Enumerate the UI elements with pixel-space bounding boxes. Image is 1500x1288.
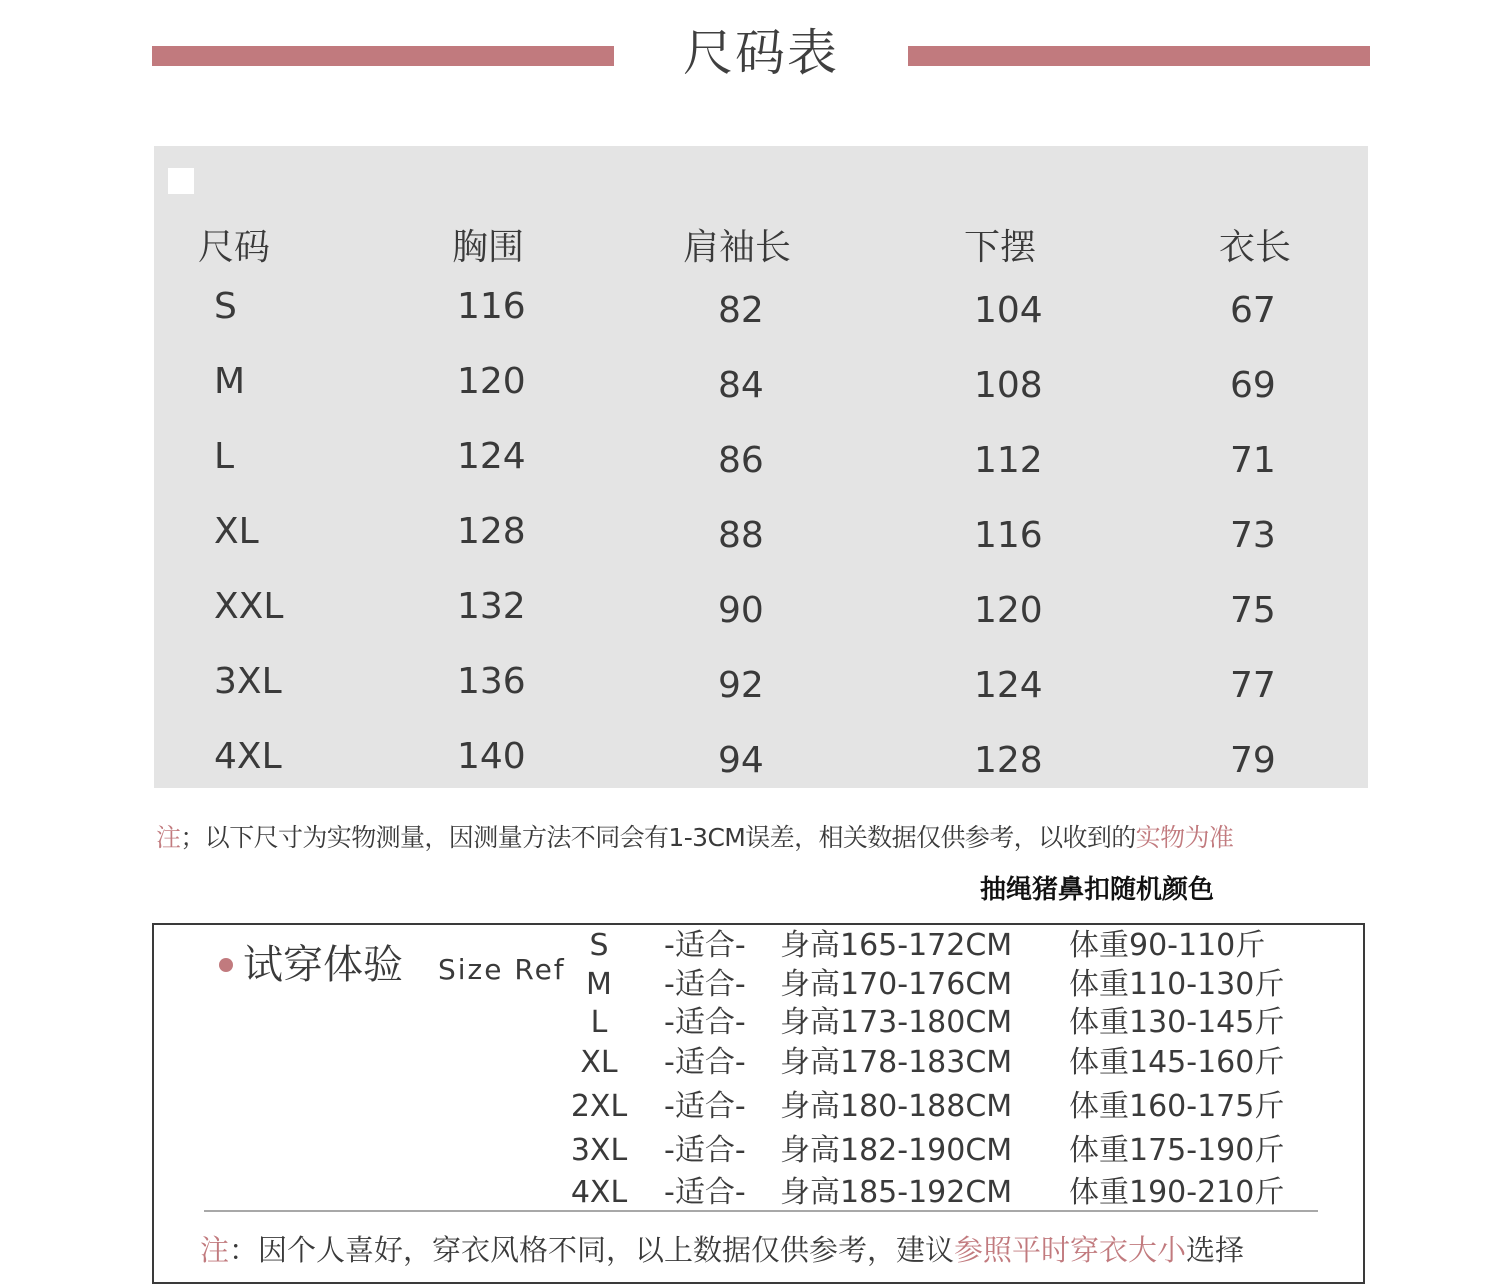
fit-height: 身高180-188CM: [780, 1089, 1013, 1124]
header-size: 尺码: [198, 227, 271, 268]
cell-size: M: [214, 361, 246, 402]
cell-hem: 104: [974, 290, 1043, 331]
cell-chest: 140: [457, 736, 526, 777]
cell-hem: 116: [974, 515, 1043, 556]
cell-shoulder-sleeve: 92: [718, 665, 764, 706]
fit-size: XL: [580, 1045, 618, 1080]
cell-length: 77: [1230, 665, 1276, 706]
fit-note-suffix: 选择: [1186, 1233, 1245, 1267]
cell-hem: 120: [974, 590, 1043, 631]
cell-hem: 108: [974, 365, 1043, 406]
cell-shoulder-sleeve: 82: [718, 290, 764, 331]
cell-length: 67: [1230, 290, 1276, 331]
fit-fit: -适合-: [664, 928, 746, 963]
note-prefix: 注: [156, 823, 181, 852]
fit-height: 身高178-183CM: [780, 1045, 1013, 1080]
page-title: 尺码表: [683, 24, 839, 82]
fit-size: 2XL: [570, 1089, 628, 1124]
note-body: ；以下尺寸为实物测量，因测量方法不同会有1-3CM误差，相关数据仅供参考，以收到的: [180, 823, 1136, 852]
cell-chest: 128: [457, 511, 526, 552]
fit-weight: 体重190-210斤: [1069, 1175, 1285, 1210]
cell-size: 3XL: [214, 661, 282, 702]
fit-fit: -适合-: [664, 1175, 746, 1210]
cell-size: XL: [214, 511, 259, 552]
cell-hem: 128: [974, 740, 1043, 781]
fit-note-prefix: 注: [200, 1233, 230, 1267]
cell-size: 4XL: [214, 736, 282, 777]
fit-weight: 体重145-160斤: [1069, 1045, 1285, 1080]
fit-height: 身高185-192CM: [780, 1175, 1013, 1210]
header-chest: 胸围: [452, 227, 525, 268]
fit-size: L: [590, 1005, 608, 1040]
fit-note: [200, 1230, 1244, 1270]
fit-note-highlight: 参照平时穿衣大小: [954, 1233, 1187, 1267]
title-bar-right: [908, 46, 1370, 66]
cell-shoulder-sleeve: 90: [718, 590, 764, 631]
fit-subtitle: Size Ref: [438, 953, 566, 986]
cell-chest: 124: [457, 436, 526, 477]
fit-height: 身高173-180CM: [780, 1005, 1013, 1040]
cell-length: 71: [1230, 440, 1276, 481]
cell-shoulder-sleeve: 88: [718, 515, 764, 556]
fit-title: 试穿体验: [243, 942, 403, 988]
cell-shoulder-sleeve: 86: [718, 440, 764, 481]
fit-size: S: [589, 928, 609, 963]
fit-fit: -适合-: [664, 1005, 746, 1040]
cell-size: L: [214, 436, 235, 477]
cell-hem: 124: [974, 665, 1043, 706]
cell-size: S: [214, 286, 237, 327]
fit-weight: 体重130-145斤: [1069, 1005, 1285, 1040]
note-highlight: 实物为准: [1135, 823, 1234, 852]
fit-height: 身高165-172CM: [780, 928, 1013, 963]
cell-chest: 120: [457, 361, 526, 402]
cell-chest: 136: [457, 661, 526, 702]
fit-height: 身高170-176CM: [780, 967, 1013, 1002]
fit-fit: -适合-: [664, 967, 746, 1002]
fit-height: 身高182-190CM: [780, 1133, 1013, 1168]
fit-size: 3XL: [570, 1133, 628, 1168]
fit-divider: [204, 1210, 1318, 1212]
cell-shoulder-sleeve: 84: [718, 365, 764, 406]
title-bar-left: [152, 46, 614, 66]
fit-weight: 体重90-110斤: [1069, 928, 1266, 963]
drawstring-note: 抽绳猪鼻扣随机颜色: [980, 875, 1215, 905]
cell-chest: 116: [457, 286, 526, 327]
fit-size: M: [586, 967, 612, 1002]
header-hem: 下摆: [964, 227, 1037, 268]
cell-length: 79: [1230, 740, 1276, 781]
fit-weight: 体重175-190斤: [1069, 1133, 1285, 1168]
fit-fit: -适合-: [664, 1089, 746, 1124]
cell-size: XXL: [214, 586, 284, 627]
fit-weight: 体重110-130斤: [1069, 967, 1285, 1002]
fit-note-body: ：因个人喜好，穿衣风格不同，以上数据仅供参考，建议: [229, 1233, 955, 1267]
bullet-dot-icon: [219, 958, 233, 972]
cell-hem: 112: [974, 440, 1043, 481]
fit-fit: -适合-: [664, 1133, 746, 1168]
fit-fit: -适合-: [664, 1045, 746, 1080]
header-shoulder-sleeve: 肩袖长: [683, 227, 792, 268]
cell-length: 75: [1230, 590, 1276, 631]
header-length: 衣长: [1219, 227, 1292, 268]
cell-shoulder-sleeve: 94: [718, 740, 764, 781]
measurement-note: [156, 820, 1376, 856]
fit-size: 4XL: [570, 1175, 628, 1210]
fit-weight: 体重160-175斤: [1069, 1089, 1285, 1124]
cell-length: 69: [1230, 365, 1276, 406]
cell-chest: 132: [457, 586, 526, 627]
cell-length: 73: [1230, 515, 1276, 556]
corner-square-icon: [168, 168, 194, 194]
